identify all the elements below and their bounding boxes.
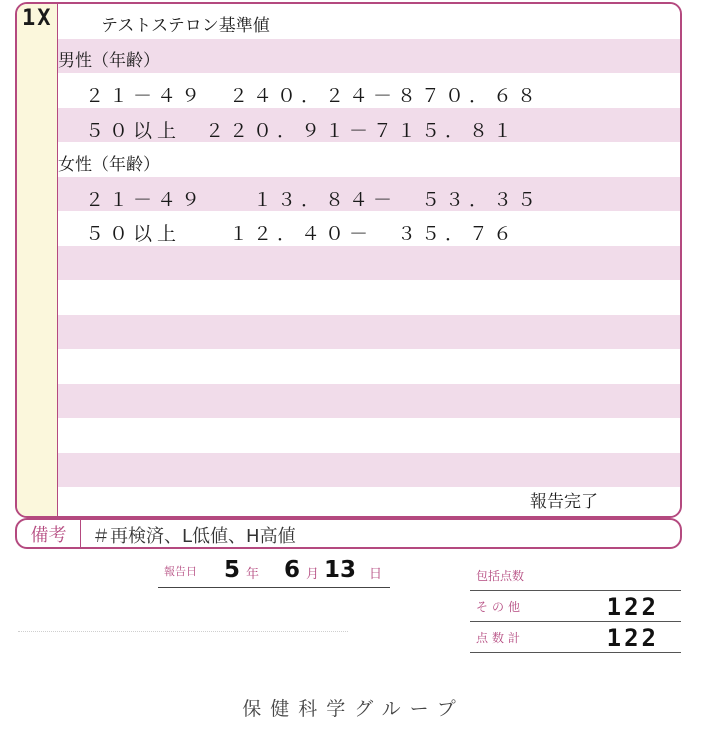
remarks-label: 備考 — [17, 520, 81, 547]
female-heading: 女性（年齢） — [58, 155, 160, 175]
female-row-50-plus: ５０以上 １２．４０－ ３５．７６ — [85, 223, 518, 245]
report-month-unit: 月 — [306, 567, 320, 582]
total-points-value: 122 — [606, 624, 659, 652]
male-row-21-49: ２１－４９ ２４０．２４－８７０．６８ — [85, 85, 542, 107]
report-year: 5 — [224, 557, 241, 583]
male-heading: 男性（年齢） — [58, 51, 160, 71]
female-row-21-49: ２１－４９ １３．８４－ ５３．３５ — [85, 189, 542, 211]
comprehensive-points-label: 包括点数 — [476, 569, 525, 583]
comprehensive-points-row — [470, 560, 681, 591]
report-date — [158, 559, 390, 588]
organization-footer: 保健科学グループ — [242, 698, 465, 720]
report-year-unit: 年 — [246, 567, 260, 582]
other-points-row — [470, 591, 681, 622]
total-points-row — [470, 622, 681, 653]
male-row-50-plus: ５０以上 ２２０．９１－７１５．８１ — [85, 120, 518, 142]
remarks-text: ＃再検済、L低値、H高値 — [92, 526, 296, 547]
result-content — [17, 4, 680, 516]
report-day-unit: 日 — [369, 567, 383, 582]
remarks-box — [15, 518, 682, 549]
points-table — [470, 560, 681, 653]
report-day: 13 — [324, 557, 357, 583]
report-status: 報告完了 — [530, 492, 598, 512]
other-points-value: 122 — [606, 593, 659, 621]
total-points-label: 点数計 — [476, 631, 525, 645]
result-box — [15, 2, 682, 518]
report-date-label: 報告日 — [164, 565, 197, 578]
test-title: テストステロン基準値 — [101, 16, 270, 36]
dotted-divider — [18, 631, 348, 632]
item-number: 1X — [22, 6, 53, 31]
report-month: 6 — [284, 557, 301, 583]
other-points-label: その他 — [476, 600, 525, 614]
